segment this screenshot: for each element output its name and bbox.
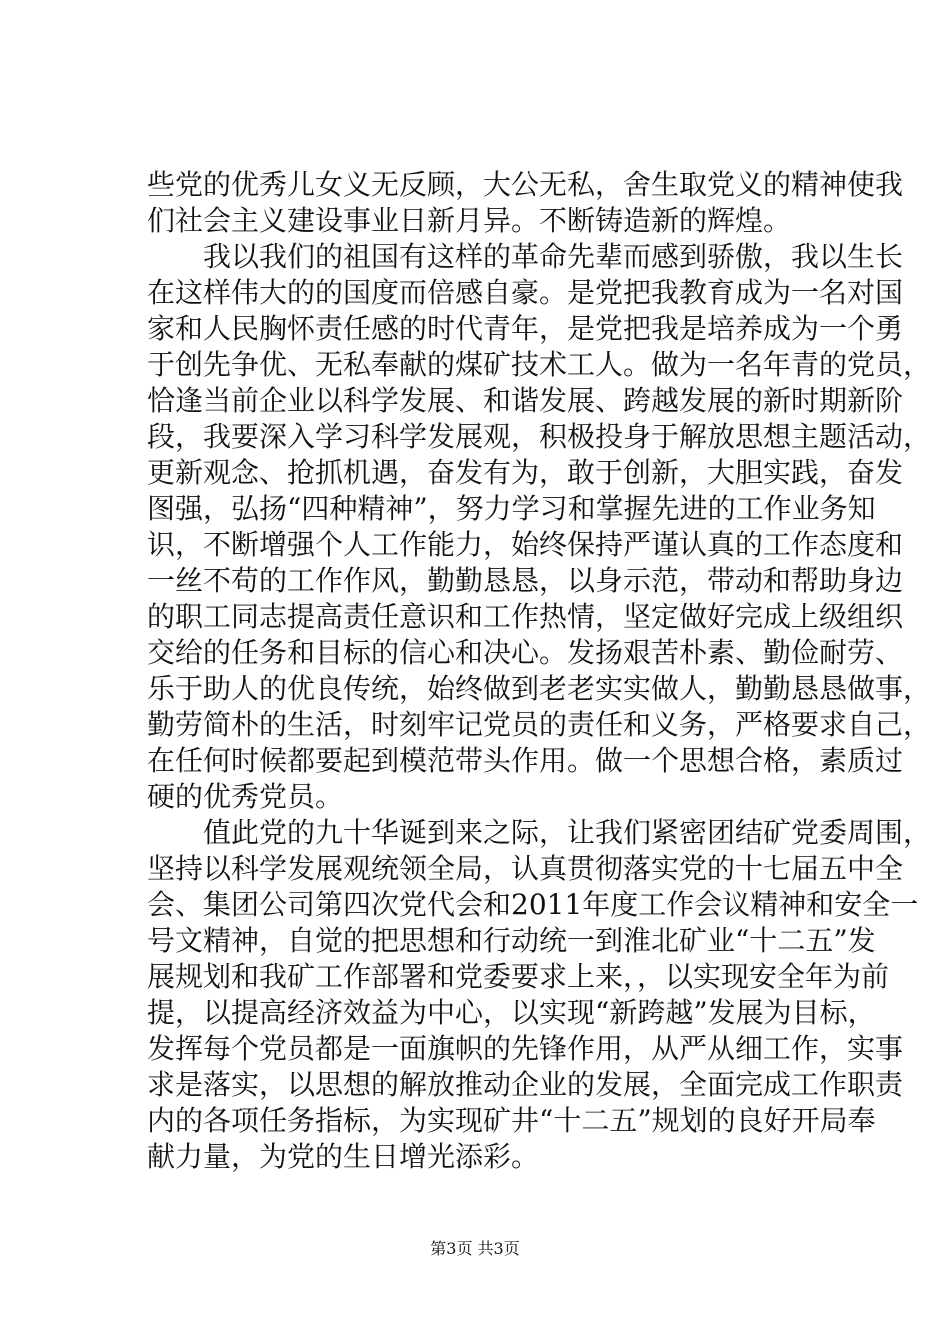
text-line: 图强，弘扬“四种精神”，努力学习和掌握先进的工作业务知 — [147, 492, 876, 525]
text-line: 家和人民胸怀责任感的时代青年，是党把我是培养成为一个勇 — [147, 312, 904, 345]
text-line: 硬的优秀党员。 — [147, 780, 344, 813]
text-line: 坚持以科学发展观统领全局，认真贯彻落实党的十七届五中全 — [147, 852, 904, 885]
page-footer: 第3页 共3页 — [430, 1239, 520, 1258]
text-line: 在这样伟大的的国度而倍感自豪。是党把我教育成为一名对国 — [147, 276, 904, 309]
text-line: 勤劳简朴的生活，时刻牢记党员的责任和义务，严格要求自己， — [147, 708, 932, 741]
text-line: 发挥每个党员都是一面旗帜的先锋作用，从严从细工作，实事 — [147, 1032, 904, 1065]
text-line: 一丝不苟的工作作风，勤勤恳恳，以身示范，带动和帮助身边 — [147, 564, 904, 597]
text-line: 的职工同志提高责任意识和工作热情，坚定做好完成上级组织 — [147, 600, 904, 633]
paragraph-first-line: 我以我们的祖国有这样的革命先辈而感到骄傲，我以生长 — [203, 240, 904, 273]
text-line: 号文精神，自觉的把思想和行动统一到淮北矿业“十二五”发 — [147, 924, 876, 957]
text-line: 乐于助人的优良传统，始终做到老老实实做人，勤勤恳恳做事， — [147, 672, 932, 705]
text-line: 识，不断增强个人工作能力，始终保持严谨认真的工作态度和 — [147, 528, 904, 561]
paragraph-first-line: 值此党的九十华诞到来之际，让我们紧密团结矿党委周围， — [203, 816, 932, 849]
text-line: 内的各项任务指标，为实现矿井“十二五”规划的良好开局奉 — [147, 1104, 876, 1137]
text-line: 段，我要深入学习科学发展观，积极投身于解放思想主题活动， — [147, 420, 932, 453]
text-line: 们社会主义建设事业日新月异。不断铸造新的辉煌。 — [147, 204, 792, 237]
text-line: 会、集团公司第四次党代会和2011年度工作会议精神和安全一 — [147, 888, 919, 921]
text-line: 提，以提高经济效益为中心，以实现“新跨越”发展为目标， — [147, 996, 876, 1029]
text-line: 求是落实，以思想的解放推动企业的发展，全面完成工作职责 — [147, 1068, 904, 1101]
text-line: 交给的任务和目标的信心和决心。发扬艰苦朴素、勤俭耐劳、 — [147, 636, 904, 669]
text-line: 于创先争优、无私奉献的煤矿技术工人。做为一名年青的党员， — [147, 348, 932, 381]
text-line: 献力量，为党的生日增光添彩。 — [147, 1140, 540, 1173]
text-line: 展规划和我矿工作部署和党委要求上来，，以实现安全年为前 — [147, 960, 890, 993]
text-line: 更新观念、抢抓机遇，奋发有为，敢于创新，大胆实践，奋发 — [147, 456, 904, 489]
text-line: 些党的优秀儿女义无反顾，大公无私，舍生取党义的精神使我 — [147, 168, 904, 201]
text-line: 在任何时候都要起到模范带头作用。做一个思想合格，素质过 — [147, 744, 904, 777]
text-line: 恰逢当前企业以科学发展、和谐发展、跨越发展的新时期新阶 — [147, 384, 904, 417]
